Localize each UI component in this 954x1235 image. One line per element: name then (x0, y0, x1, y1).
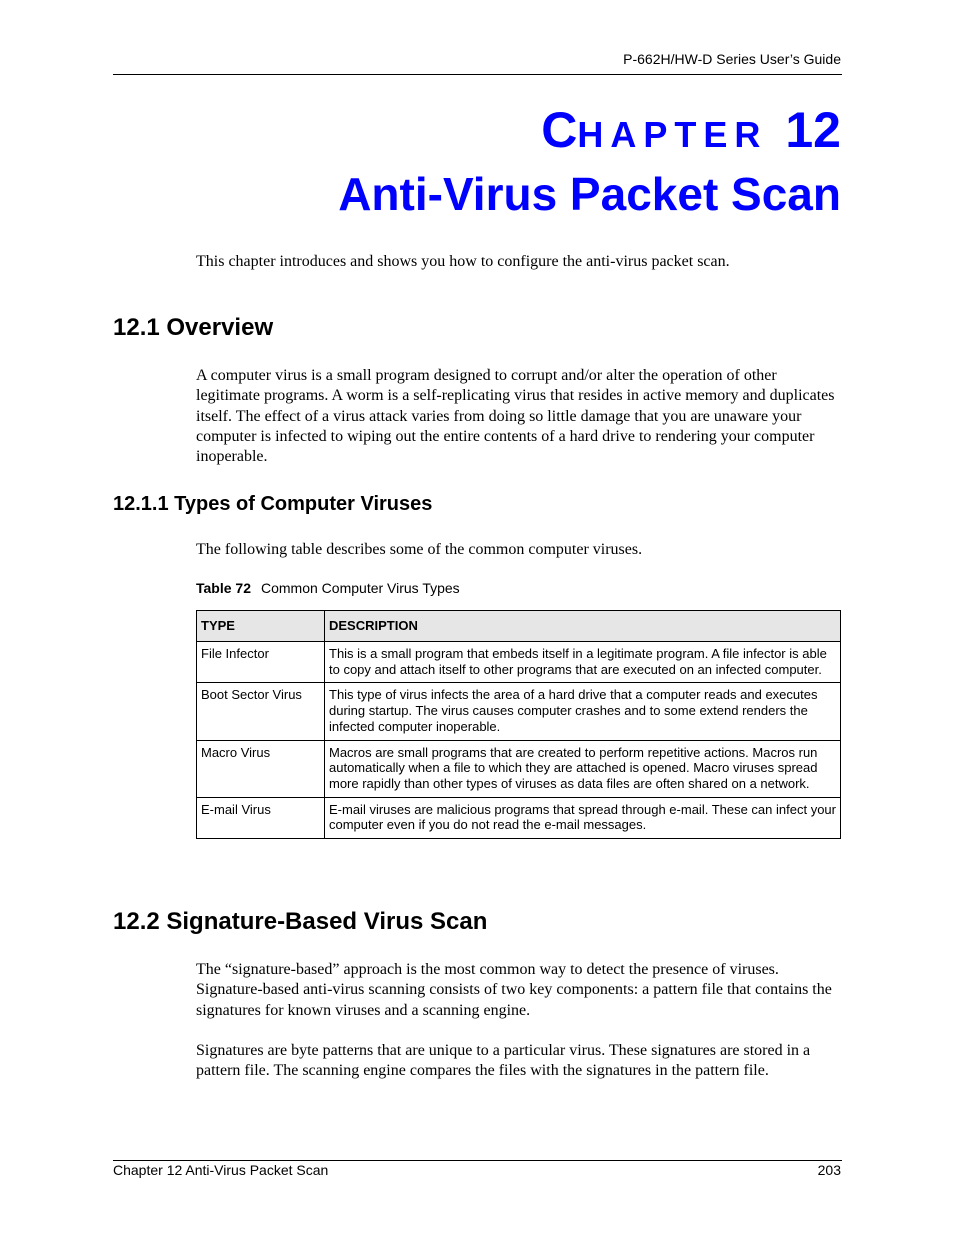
footer-chapter-title: Chapter 12 Anti-Virus Packet Scan (113, 1162, 329, 1178)
header-guide-title: P-662H/HW-D Series User’s Guide (623, 51, 841, 67)
cell-description: E-mail viruses are malicious programs that spread through e-mail. These can infect your computer even if you do not read the e-mail messages. (325, 797, 841, 838)
table-row (197, 740, 841, 797)
section-heading-types: 12.1.1 Types of Computer Viruses (113, 493, 433, 515)
header-cell-description: DESCRIPTION (325, 611, 841, 642)
signature-paragraph-2: Signatures are byte patterns that are unique to a particular virus. These signatures are stored in a pattern file. The scanning engine compares the files with the signatures in the pattern file. (196, 1042, 811, 1080)
table-row (197, 683, 841, 740)
header-cell-type: TYPE (197, 611, 325, 642)
cell-description: This is a small program that embeds itself in a legitimate program. A file infector is able to copy and attach itself to other programs that are executed on an infected computer. (325, 642, 841, 683)
table-caption-label: Table 72 (196, 580, 251, 596)
cell-description: Macros are small programs that are created to perform repetitive actions. Macros run automatically when a file to which they are attached is opened. Macro viruses spread more rapidly than other types of viruses as data files are often shared on a network. (325, 740, 841, 797)
header-rule (113, 74, 842, 75)
chapter-number: 12 (785, 102, 841, 158)
table-caption (196, 580, 460, 596)
intro-paragraph: This chapter introduces and shows you how to configure the anti-virus packet scan. (196, 253, 730, 270)
chapter-label-first-letter: C (541, 102, 578, 158)
section-heading-overview: 12.1 Overview (113, 314, 274, 341)
table-row (197, 797, 841, 838)
cell-type: Boot Sector Virus (197, 683, 325, 740)
cell-type: File Infector (197, 642, 325, 683)
virus-types-table (196, 610, 841, 839)
chapter-label-rest: HAPTER (577, 114, 768, 155)
section-heading-signature: 12.2 Signature-Based Virus Scan (113, 908, 488, 935)
signature-paragraph-1: The “signature-based” approach is the most common way to detect the presence of viruses. Signature-based anti-virus scanning consists of two key components: a pattern file that contains the signatures for known viruses and a scanning engine. (196, 961, 832, 1019)
cell-description: This type of virus infects the area of a hard drive that a computer reads and executes during startup. The virus causes computer crashes and to some extend renders the infected computer inoperable. (325, 683, 841, 740)
footer-rule (113, 1160, 842, 1161)
cell-type: Macro Virus (197, 740, 325, 797)
table-row (197, 642, 841, 683)
overview-paragraph: A computer virus is a small program designed to corrupt and/or alter the operation of other legitimate programs. A worm is a self-replicating virus that resides in active memory and duplicates itself. The effect of a virus attack varies from doing so little damage that you are unaware your computer is infected to wiping out the entire contents of a hard drive to rendering your computer inoperable. (196, 367, 835, 466)
table-header-row (197, 611, 841, 642)
cell-type: E-mail Virus (197, 797, 325, 838)
footer-page-number: 203 (817, 1162, 841, 1178)
types-paragraph: The following table describes some of the common computer viruses. (196, 541, 643, 558)
chapter-label (541, 100, 841, 165)
table-caption-text: Common Computer Virus Types (261, 580, 460, 596)
chapter-title: Anti-Virus Packet Scan (338, 168, 841, 220)
